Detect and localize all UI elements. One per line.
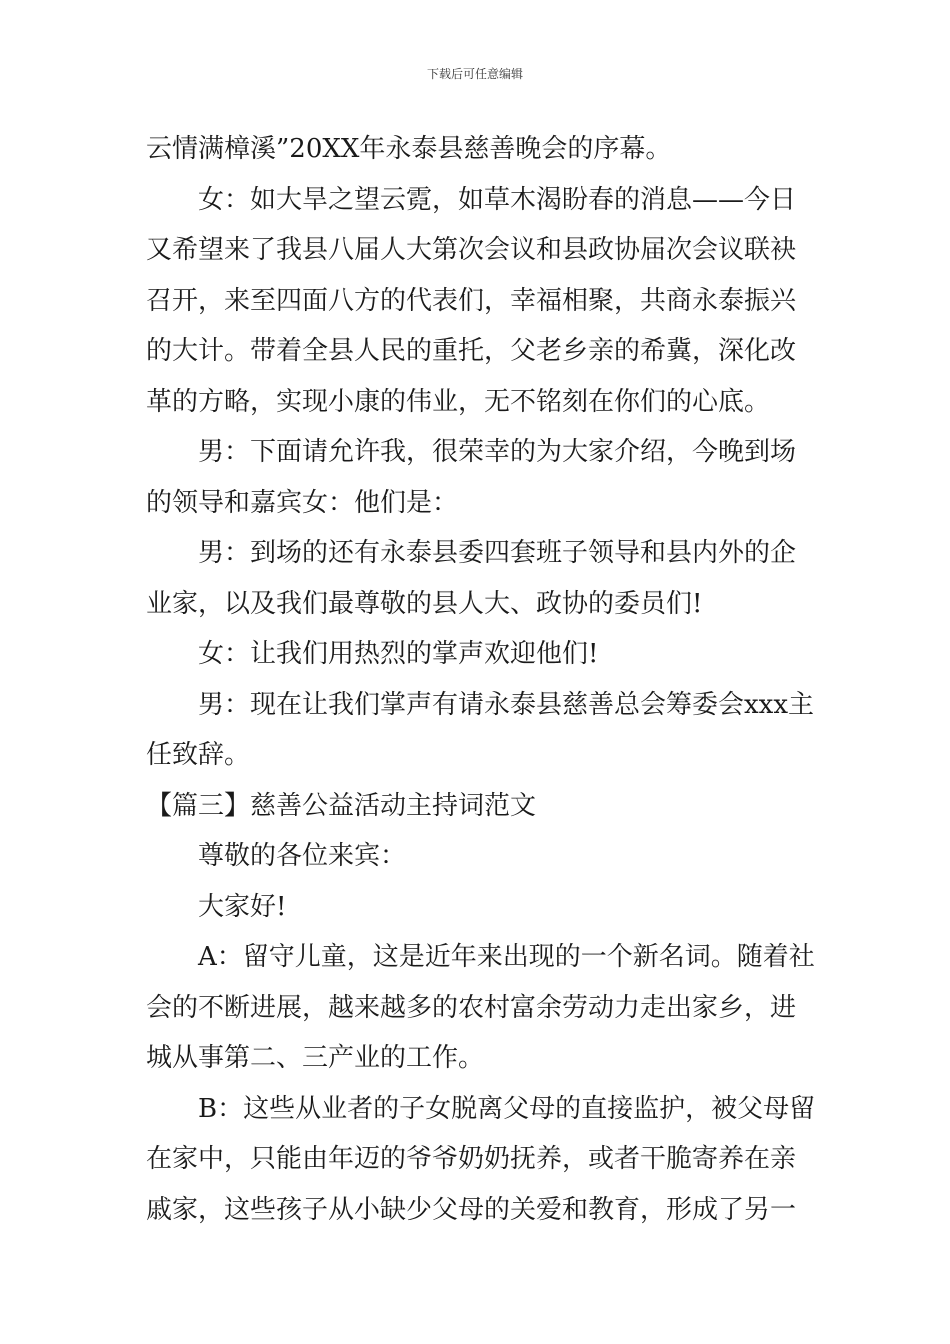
section-heading: 【篇三】慈善公益活动主持词范文 xyxy=(146,790,537,821)
text-line: 革的方略，实现小康的伟业，无不铭刻在你们的心底。 xyxy=(146,386,771,417)
text-line: 尊敬的各位来宾： xyxy=(198,841,407,871)
text-line: B：这些从业者的子女脱离父母的直接监护，被父母留 xyxy=(198,1093,816,1124)
text-line: 男：现在让我们掌声有请永泰县慈善总会筹委会xxx主 xyxy=(198,689,814,720)
text-line: 女：如大旱之望云霓，如草木渴盼春的消息——今日 xyxy=(198,184,797,215)
document-body xyxy=(146,124,816,1235)
text-line: 又希望来了我县八届人大第次会议和县政协届次会议联袂 xyxy=(146,235,797,265)
text-line: 的大计。带着全县人民的重托，父老乡亲的希冀，深化改 xyxy=(146,336,797,366)
text-line: 云情满樟溪”20XX年永泰县慈善晚会的序幕。 xyxy=(146,134,672,164)
text-line: 业家，以及我们最尊敬的县人大、政协的委员们! xyxy=(146,588,703,619)
text-line: 的领导和嘉宾女：他们是： xyxy=(146,487,459,518)
text-line: 男：下面请允许我，很荣幸的为大家介绍，今晚到场 xyxy=(198,437,797,467)
text-line: 大家好! xyxy=(198,891,287,922)
text-line: 任致辞。 xyxy=(146,740,251,770)
text-line: A：留守儿童，这是近年来出现的一个新名词。随着社 xyxy=(198,942,815,972)
text-line: 在家中，只能由年迈的爷爷奶奶抚养，或者干脆寄养在亲 xyxy=(146,1144,797,1174)
text-line: 会的不断进展，越来越多的农村富余劳动力走出家乡，进 xyxy=(146,992,797,1023)
text-line: 男：到场的还有永泰县委四套班子领导和县内外的企 xyxy=(198,538,797,568)
text-line: 女：让我们用热烈的掌声欢迎他们! xyxy=(198,639,599,669)
page-header-note: 下载后可任意编辑 xyxy=(426,67,523,81)
text-line: 城从事第二、三产业的工作。 xyxy=(146,1043,485,1073)
text-line: 戚家，这些孩子从小缺少父母的关爱和教育，形成了另一 xyxy=(146,1194,797,1225)
text-line: 召开，来至四面八方的代表们，幸福相聚，共商永泰振兴 xyxy=(146,285,797,316)
